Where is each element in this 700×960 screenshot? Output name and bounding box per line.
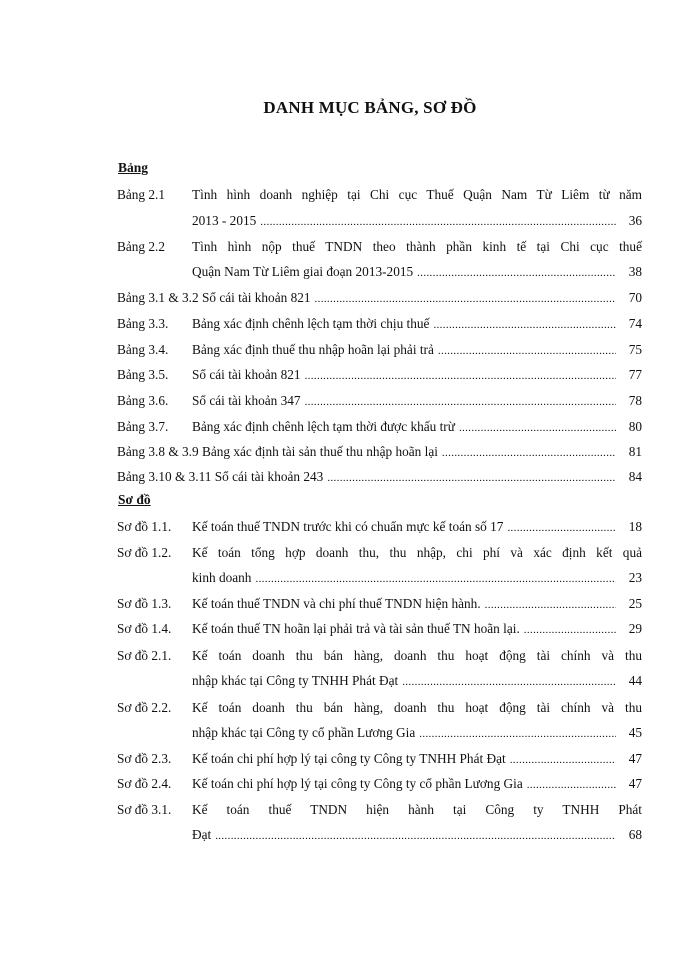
entry-label: Bảng 3.5. — [117, 367, 169, 382]
entry-label: Bảng 3.6. — [117, 393, 169, 408]
dot-leader — [417, 261, 616, 284]
entry-text: nhập khác tại Công ty TNHH Phát Đạt — [192, 673, 399, 688]
dot-leader — [305, 364, 616, 387]
entry-text: Tình hình doanh nghiệp tại Chi cục Thuế Quận Nam Từ Liêm từ năm — [192, 187, 642, 202]
entry-label: Bảng 2.1 — [117, 187, 166, 202]
entry-label: Sơ đồ 1.3. — [117, 596, 172, 611]
diagram-entry — [117, 645, 642, 667]
dot-leader — [327, 466, 616, 489]
page-number: 68 — [628, 827, 642, 842]
entry-label: Sơ đồ 1.4. — [117, 621, 172, 636]
table-entry — [117, 313, 642, 335]
dot-leader — [315, 287, 616, 310]
entry-text: Tình hình nộp thuế TNDN theo thành phần kinh tế tại Chi cục thuế — [192, 239, 642, 254]
page-number: 75 — [628, 342, 642, 357]
entry-text: 2013 - 2015 — [192, 213, 257, 228]
entry-label: Sơ đồ 1.1. — [117, 519, 172, 534]
entry-text: Kế toán thuế TNDN hiện hành tại Công ty TNHH Phát — [192, 802, 642, 817]
dot-leader — [305, 390, 616, 413]
dot-leader — [524, 618, 616, 641]
page-number: 23 — [628, 570, 642, 585]
entry-text: Bảng xác định chênh lệch tạm thời chịu thuế — [192, 316, 430, 331]
diagram-entry-cont — [117, 722, 642, 744]
table-entry — [117, 236, 642, 258]
dot-leader — [507, 516, 616, 539]
entry-label: Sơ đồ 3.1. — [117, 802, 172, 817]
page-number: 47 — [628, 776, 642, 791]
table-entry-cont — [117, 210, 642, 232]
tables-heading: Bảng — [118, 160, 149, 175]
page-number: 25 — [628, 596, 642, 611]
entry-text: Kế toán chi phí hợp lý tại công ty Công ty cổ phần Lương Gia — [192, 776, 523, 791]
entry-text: Kế toán doanh thu bán hàng, doanh thu hoạt động tài chính và thu — [192, 648, 642, 663]
dot-leader — [433, 313, 616, 336]
table-entry-cont — [117, 261, 642, 283]
entry-text: Bảng 3.8 & 3.9 Bảng xác định tài sản thuế thu nhập hoãn lại — [117, 444, 438, 459]
table-entry — [117, 416, 642, 438]
dot-leader — [260, 210, 616, 233]
table-entry — [117, 184, 642, 206]
dot-leader — [510, 748, 616, 771]
dot-leader — [255, 567, 616, 590]
page-number: 74 — [628, 316, 642, 331]
dot-leader — [438, 339, 616, 362]
page-number: 45 — [628, 725, 642, 740]
diagram-entry — [117, 516, 642, 538]
entry-text: nhập khác tại Công ty cổ phần Lương Gia — [192, 725, 416, 740]
page-number: 70 — [628, 290, 642, 305]
page-number: 78 — [628, 393, 642, 408]
entry-text: Kế toán thuế TN hoãn lại phải trả và tài sản thuế TN hoãn lại. — [192, 621, 520, 636]
dot-leader — [442, 441, 616, 464]
page-number: 47 — [628, 751, 642, 766]
entry-text: Bảng xác định thuế thu nhập hoãn lại phải trả — [192, 342, 434, 357]
entry-text: Bảng 3.10 & 3.11 Sổ cái tài khoản 243 — [117, 469, 324, 484]
entry-label: Bảng 3.4. — [117, 342, 169, 357]
dot-leader — [402, 670, 616, 693]
page-number: 80 — [628, 419, 642, 434]
entry-text: kinh doanh — [192, 570, 252, 585]
entry-label: Bảng 3.7. — [117, 419, 169, 434]
entry-label: Bảng 3.3. — [117, 316, 169, 331]
table-entry — [117, 364, 642, 386]
diagram-entry — [117, 773, 642, 795]
entry-text: Kế toán doanh thu bán hàng, doanh thu hoạt động tài chính và thu — [192, 700, 642, 715]
diagram-entry — [117, 542, 642, 564]
entry-text: Kế toán tổng hợp doanh thu, thu nhập, chi phí và xác định kết quả — [192, 545, 642, 560]
entry-text: Kế toán thuế TNDN trước khi có chuẩn mực kế toán số 17 — [192, 519, 504, 534]
table-entry — [117, 441, 642, 463]
entry-label: Sơ đồ 2.4. — [117, 776, 172, 791]
page-number: 18 — [628, 519, 642, 534]
entry-label: Bảng 2.2 — [117, 239, 166, 254]
table-entry — [117, 339, 642, 361]
table-entry — [117, 466, 642, 488]
diagram-entry-cont — [117, 824, 642, 846]
entry-text: Quận Nam Từ Liêm giai đoạn 2013-2015 — [192, 264, 414, 279]
dot-leader — [485, 593, 616, 616]
entry-text: Bảng 3.1 & 3.2 Sổ cái tài khoản 821 — [117, 290, 311, 305]
entry-label: Sơ đồ 1.2. — [117, 545, 172, 560]
diagram-entry-cont — [117, 567, 642, 589]
diagram-entry — [117, 799, 642, 821]
dot-leader — [419, 722, 616, 745]
page-number: 36 — [628, 213, 642, 228]
entry-label: Sơ đồ 2.2. — [117, 700, 172, 715]
diagram-entry-cont — [117, 670, 642, 692]
diagrams-heading: Sơ đồ — [118, 492, 151, 507]
entry-text: Kế toán thuế TNDN và chi phí thuế TNDN hiện hành. — [192, 596, 481, 611]
page-title: DANH MỤC BẢNG, SƠ ĐỒ — [263, 98, 477, 117]
page-number: 38 — [628, 264, 642, 279]
table-entry — [117, 287, 642, 309]
diagram-entry — [117, 618, 642, 640]
entry-text: Bảng xác định chênh lệch tạm thời được khấu trừ — [192, 419, 455, 434]
diagram-entry — [117, 748, 642, 770]
entry-label: Sơ đồ 2.3. — [117, 751, 172, 766]
entry-text: Kế toán chi phí hợp lý tại công ty Công ty TNHH Phát Đạt — [192, 751, 506, 766]
page-number: 81 — [628, 444, 642, 459]
page-number: 84 — [628, 469, 642, 484]
dot-leader — [527, 773, 616, 796]
entry-label: Sơ đồ 2.1. — [117, 648, 172, 663]
dot-leader — [459, 416, 616, 439]
page-number: 44 — [628, 673, 642, 688]
entry-text: Sổ cái tài khoản 821 — [192, 367, 301, 382]
entry-text: Đạt — [192, 827, 212, 842]
table-entry — [117, 390, 642, 412]
diagram-entry — [117, 593, 642, 615]
dot-leader — [215, 824, 616, 847]
page-number: 29 — [628, 621, 642, 636]
entry-text: Sổ cái tài khoản 347 — [192, 393, 301, 408]
page-number: 77 — [628, 367, 642, 382]
diagram-entry — [117, 697, 642, 719]
